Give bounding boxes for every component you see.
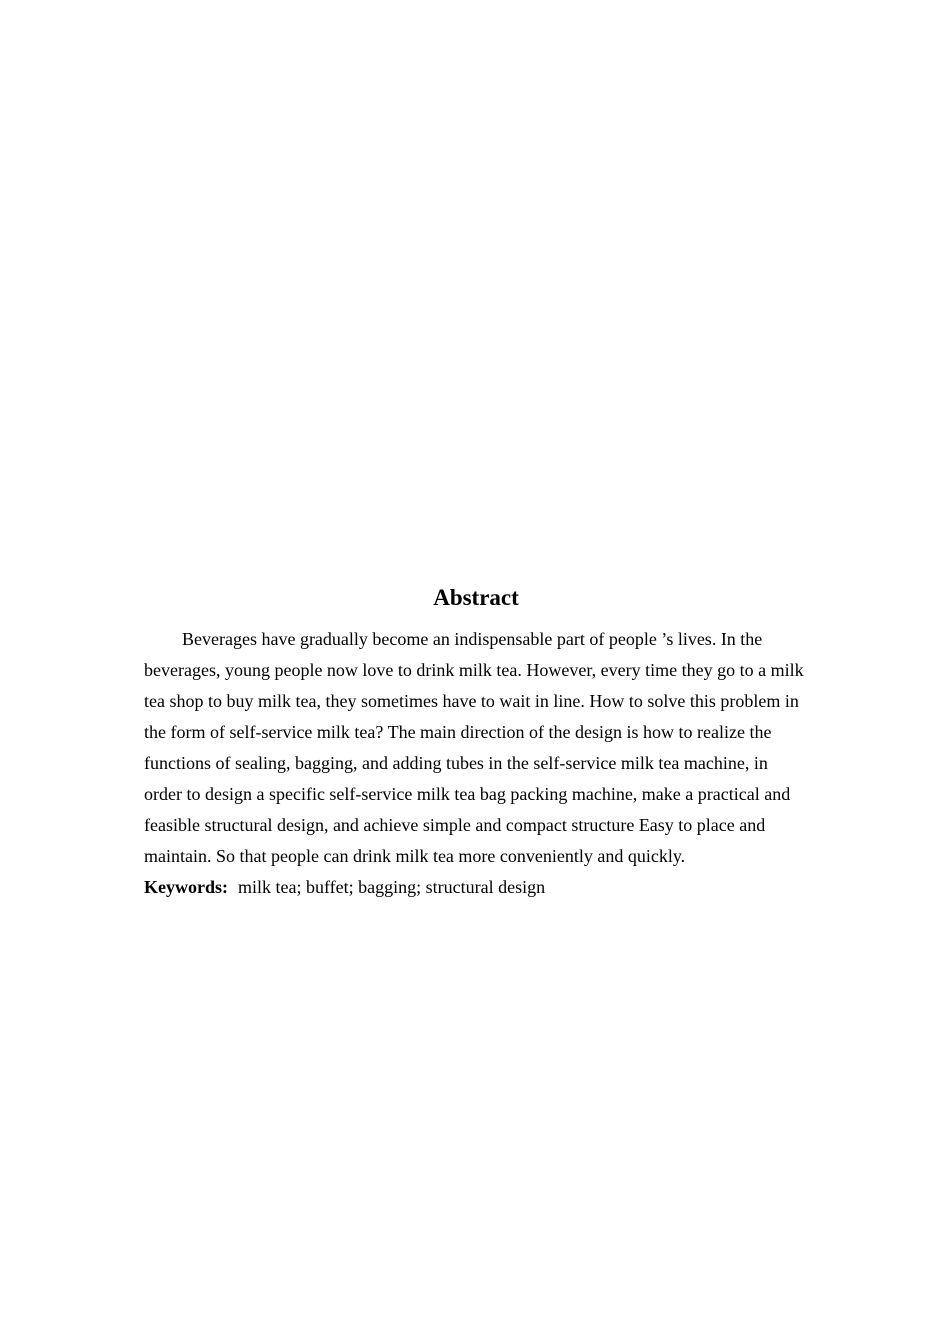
abstract-section	[144, 582, 808, 903]
keywords-line	[144, 872, 808, 903]
keywords-value: milk tea; buffet; bagging; structural design	[238, 877, 546, 897]
abstract-body: Beverages have gradually become an indispensable part of people ’s lives. In the beverages, young people now love to drink milk tea. However, every time they go to a milk tea shop to buy milk tea, they sometimes have to wait in line. How to solve this problem in the form of self-service milk tea? The main direction of the design is how to realize the functions of sealing, bagging, and adding tubes in the self-service milk tea machine, in order to design a specific self-service milk tea bag packing machine, make a practical and feasible structural design, and achieve simple and compact structure Easy to place and maintain. So that people can drink milk tea more conveniently and quickly.	[144, 629, 804, 866]
abstract-title: Abstract	[433, 585, 519, 610]
keywords-label: Keywords:	[144, 877, 228, 897]
